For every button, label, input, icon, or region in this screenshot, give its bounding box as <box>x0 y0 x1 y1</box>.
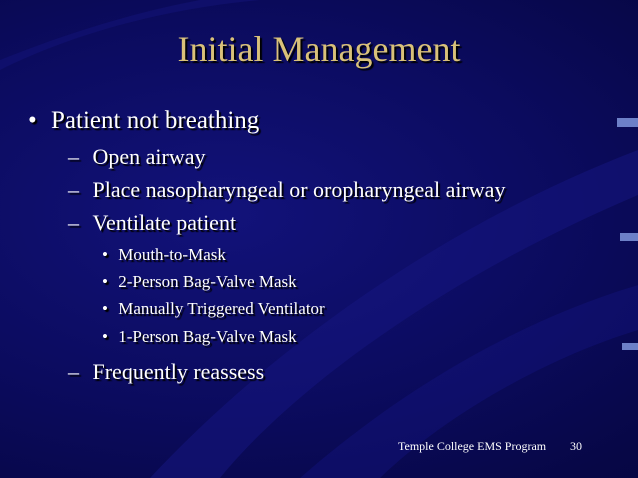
method-text: Mouth-to-Mask <box>118 245 226 264</box>
edge-mark <box>617 118 638 127</box>
dash-marker: – <box>68 144 79 169</box>
dash-marker: – <box>68 359 79 384</box>
sub-item-text: Place nasopharyngeal or oropharyngeal airway <box>92 177 506 202</box>
bullet-marker: • <box>102 272 108 291</box>
dash-marker: – <box>68 210 79 235</box>
method-text: Manually Triggered Ventilator <box>118 299 325 318</box>
sub-item-text: Open airway <box>92 144 206 169</box>
slide-title: Initial Management <box>177 29 461 69</box>
sub-item <box>68 144 206 170</box>
method-item <box>102 327 297 347</box>
sub-item-text: Frequently reassess <box>92 359 265 384</box>
sub-item <box>68 210 236 236</box>
edge-mark <box>622 343 638 350</box>
sub-item <box>68 177 505 203</box>
bullet-item <box>28 107 259 135</box>
sub-item <box>68 359 264 385</box>
bullet-marker: • <box>102 245 108 264</box>
footer-program: Temple College EMS Program <box>398 439 547 453</box>
method-text: 1-Person Bag-Valve Mask <box>118 327 297 346</box>
method-item <box>102 245 226 265</box>
bullet-marker: • <box>28 107 37 134</box>
method-item <box>102 272 297 292</box>
sub-item-text: Ventilate patient <box>92 210 237 235</box>
bullet-text: Patient not breathing <box>51 107 260 134</box>
method-text: 2-Person Bag-Valve Mask <box>118 272 297 291</box>
dash-marker: – <box>68 177 79 202</box>
page-number: 30 <box>570 439 582 453</box>
bullet-marker: • <box>102 327 108 346</box>
method-item <box>102 299 325 319</box>
bullet-marker: • <box>102 299 108 318</box>
edge-mark <box>620 233 638 241</box>
